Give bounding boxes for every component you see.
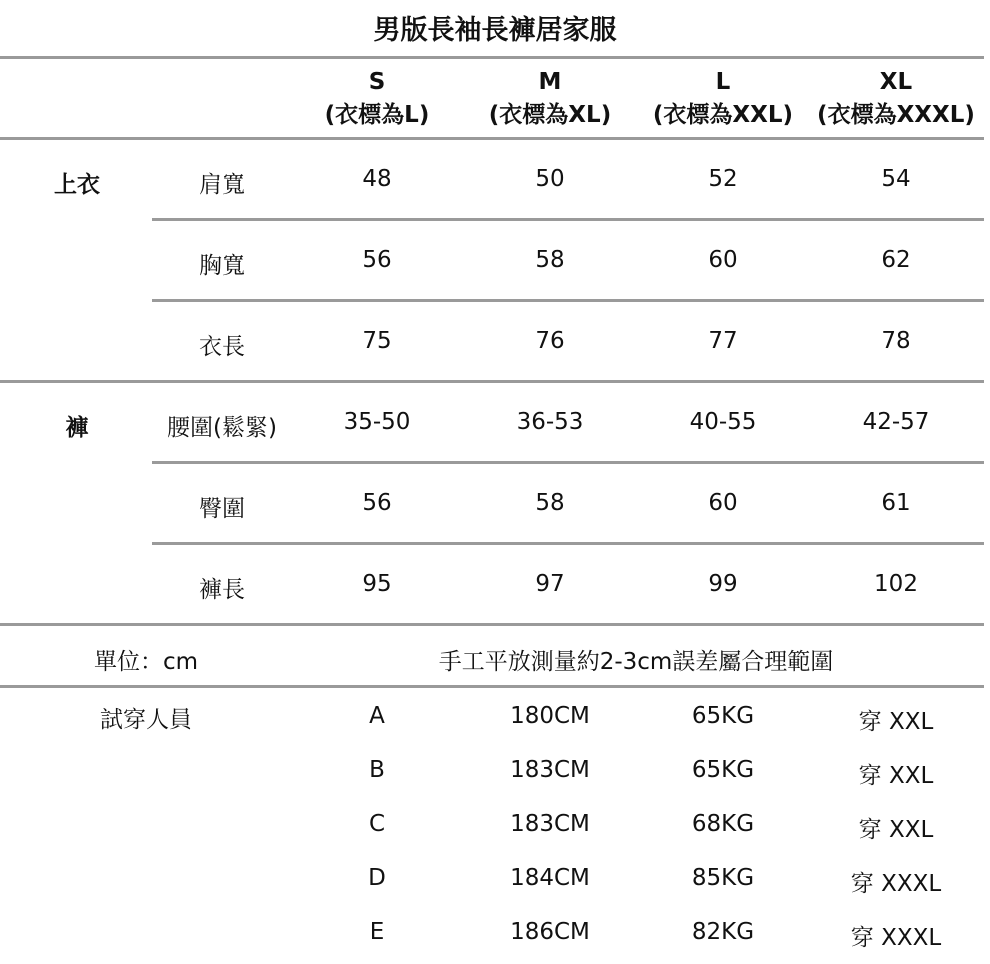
tester-size: 穿 XXL (858, 763, 934, 789)
divider-section (0, 623, 984, 626)
size-header-xl (817, 66, 975, 132)
table-cell: 42-57 (862, 409, 930, 435)
tester-id: D (368, 865, 386, 891)
tester-id: B (369, 757, 385, 783)
size-name: M (538, 69, 562, 95)
table-cell: 75 (362, 328, 392, 354)
tester-height: 184CM (510, 865, 590, 891)
tester-size: 穿 XXL (858, 709, 934, 735)
table-cell: 50 (535, 166, 565, 192)
tester-weight: 82KG (691, 919, 755, 945)
unit-label: 單位：cm (93, 649, 199, 675)
tester-weight: 85KG (691, 865, 755, 891)
size-name: S (368, 69, 386, 95)
table-cell: 54 (881, 166, 911, 192)
table-cell: 58 (535, 490, 565, 516)
divider-header (0, 137, 984, 140)
tester-height: 183CM (510, 811, 590, 837)
table-cell: 76 (535, 328, 565, 354)
row-label: 衣長 (199, 334, 245, 360)
table-cell: 60 (708, 247, 738, 273)
size-note: (衣標為XXXL) (817, 102, 975, 128)
tester-size: 穿 XXL (858, 817, 934, 843)
tester-height: 180CM (510, 703, 590, 729)
row-label: 胸寬 (199, 253, 245, 279)
testers-label: 試穿人員 (100, 707, 192, 733)
divider-row (152, 218, 984, 221)
table-cell: 56 (362, 490, 392, 516)
tester-id: C (368, 811, 386, 837)
tester-size: 穿 XXXL (850, 925, 942, 951)
table-cell: 56 (362, 247, 392, 273)
tester-id: E (369, 919, 385, 945)
row-label: 肩寬 (199, 172, 245, 198)
table-cell: 61 (881, 490, 911, 516)
table-cell: 62 (881, 247, 911, 273)
size-header-s (325, 66, 430, 132)
row-label: 腰圍(鬆緊) (167, 415, 277, 441)
table-cell: 95 (362, 571, 392, 597)
tester-weight: 65KG (691, 703, 755, 729)
divider-section (0, 380, 984, 383)
size-header-m (489, 66, 611, 132)
size-note: (衣標為XL) (488, 102, 612, 128)
size-note: (衣標為L) (324, 102, 430, 128)
size-name: L (715, 69, 731, 95)
section-label-pants: 褲 (65, 415, 89, 441)
table-cell: 102 (874, 571, 918, 597)
divider-section (0, 685, 984, 688)
table-cell: 48 (362, 166, 392, 192)
section-label-top: 上衣 (54, 172, 100, 198)
table-cell: 36-53 (516, 409, 584, 435)
divider-row (152, 542, 984, 545)
tester-height: 183CM (510, 757, 590, 783)
size-header-l (653, 66, 793, 132)
table-title: 男版長袖長褲居家服 (373, 15, 617, 46)
size-note: (衣標為XXL) (652, 102, 794, 128)
table-cell: 60 (708, 490, 738, 516)
tester-weight: 68KG (691, 811, 755, 837)
row-label: 褲長 (199, 577, 245, 603)
table-cell: 78 (881, 328, 911, 354)
table-cell: 58 (535, 247, 565, 273)
divider-row (152, 299, 984, 302)
table-cell: 35-50 (343, 409, 411, 435)
table-cell: 77 (708, 328, 738, 354)
tester-height: 186CM (510, 919, 590, 945)
divider-top (0, 56, 984, 59)
table-cell: 99 (708, 571, 738, 597)
tester-id: A (369, 703, 385, 729)
table-cell: 97 (535, 571, 565, 597)
tester-weight: 65KG (691, 757, 755, 783)
tester-size: 穿 XXXL (850, 871, 942, 897)
divider-row (152, 461, 984, 464)
size-name: XL (879, 69, 913, 95)
measurement-note: 手工平放測量約2-3cm誤差屬合理範圍 (438, 649, 834, 675)
row-label: 臀圍 (199, 496, 245, 522)
table-cell: 40-55 (689, 409, 757, 435)
table-cell: 52 (708, 166, 738, 192)
